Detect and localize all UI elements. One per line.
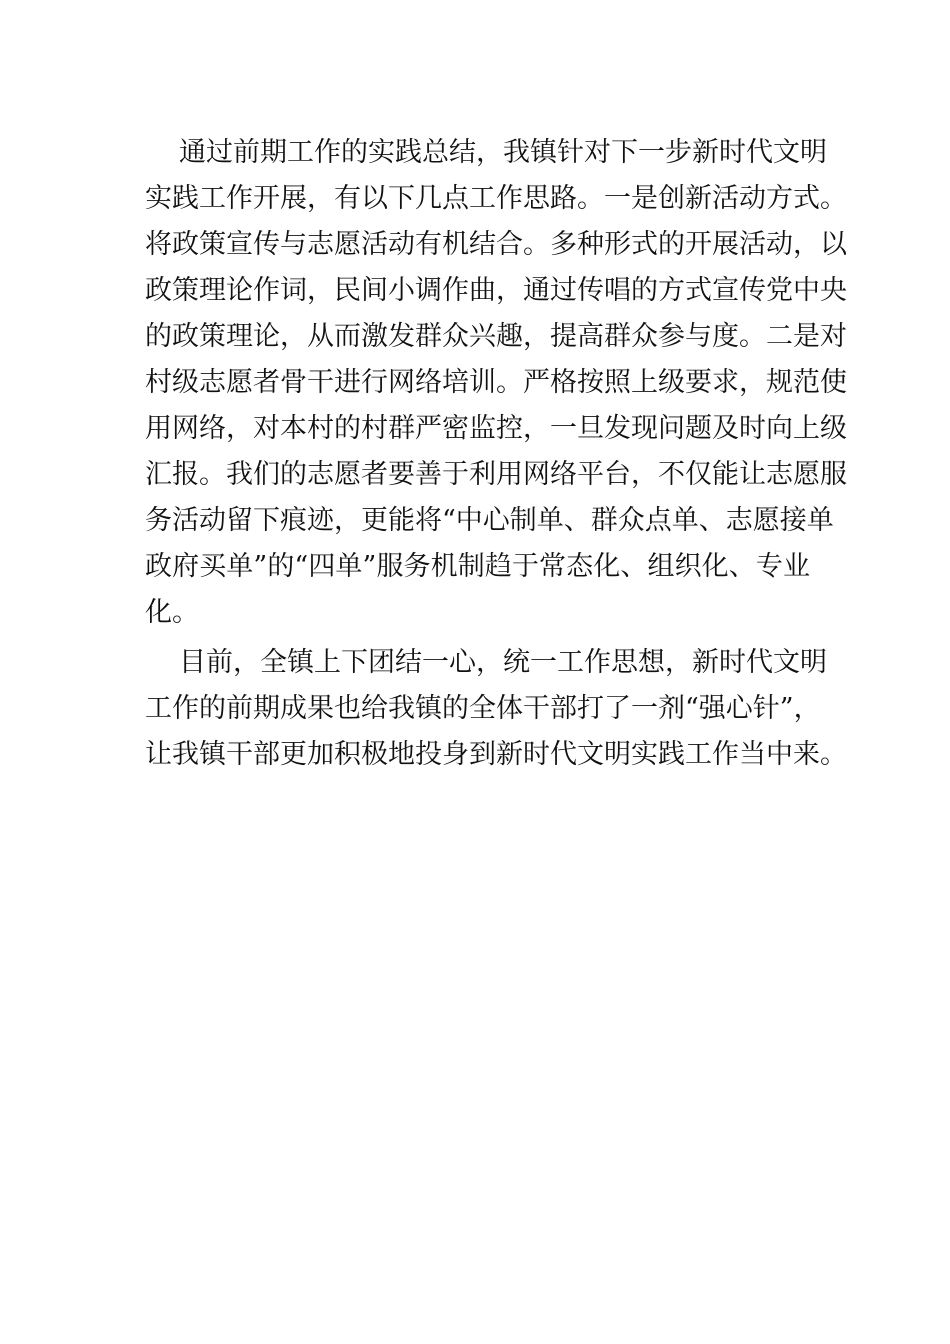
paragraph-line: 将政策宣传与志愿活动有机结合。多种形式的开展活动，以 <box>145 229 847 260</box>
paragraph-line: 汇报。我们的志愿者要善于利用网络平台，不仅能让志愿服 <box>145 459 847 490</box>
paragraph-line: 政策理论作词，民间小调作曲，通过传唱的方式宣传党中央 <box>145 275 847 306</box>
paragraph-line: 通过前期工作的实践总结，我镇针对下一步新时代文明 <box>179 137 827 168</box>
paragraph-line: 的政策理论，从而激发群众兴趣，提高群众参与度。二是对 <box>145 321 847 352</box>
paragraph-line: 用网络，对本村的村群严密监控，一旦发现问题及时向上级 <box>145 413 847 444</box>
paragraph-work-ideas <box>145 130 847 636</box>
paragraph-line: 务活动留下痕迹，更能将“中心制单、群众点单、志愿接单 <box>145 505 834 536</box>
paragraph-conclusion <box>145 640 847 778</box>
paragraph-line: 工作的前期成果也给我镇的全体干部打了一剂“强心针”， <box>145 693 821 724</box>
document-body <box>145 130 847 778</box>
paragraph-line: 目前，全镇上下团结一心，统一工作思想，新时代文明 <box>179 647 827 678</box>
paragraph-line: 村级志愿者骨干进行网络培训。严格按照上级要求，规范使 <box>145 367 847 398</box>
paragraph-line: 政府买单”的“四单”服务机制趋于常态化、组织化、专业 <box>145 551 810 582</box>
paragraph-line: 让我镇干部更加积极地投身到新时代文明实践工作当中来。 <box>145 739 847 770</box>
paragraph-line: 实践工作开展，有以下几点工作思路。一是创新活动方式。 <box>145 183 847 214</box>
paragraph-line: 化。 <box>145 597 199 628</box>
